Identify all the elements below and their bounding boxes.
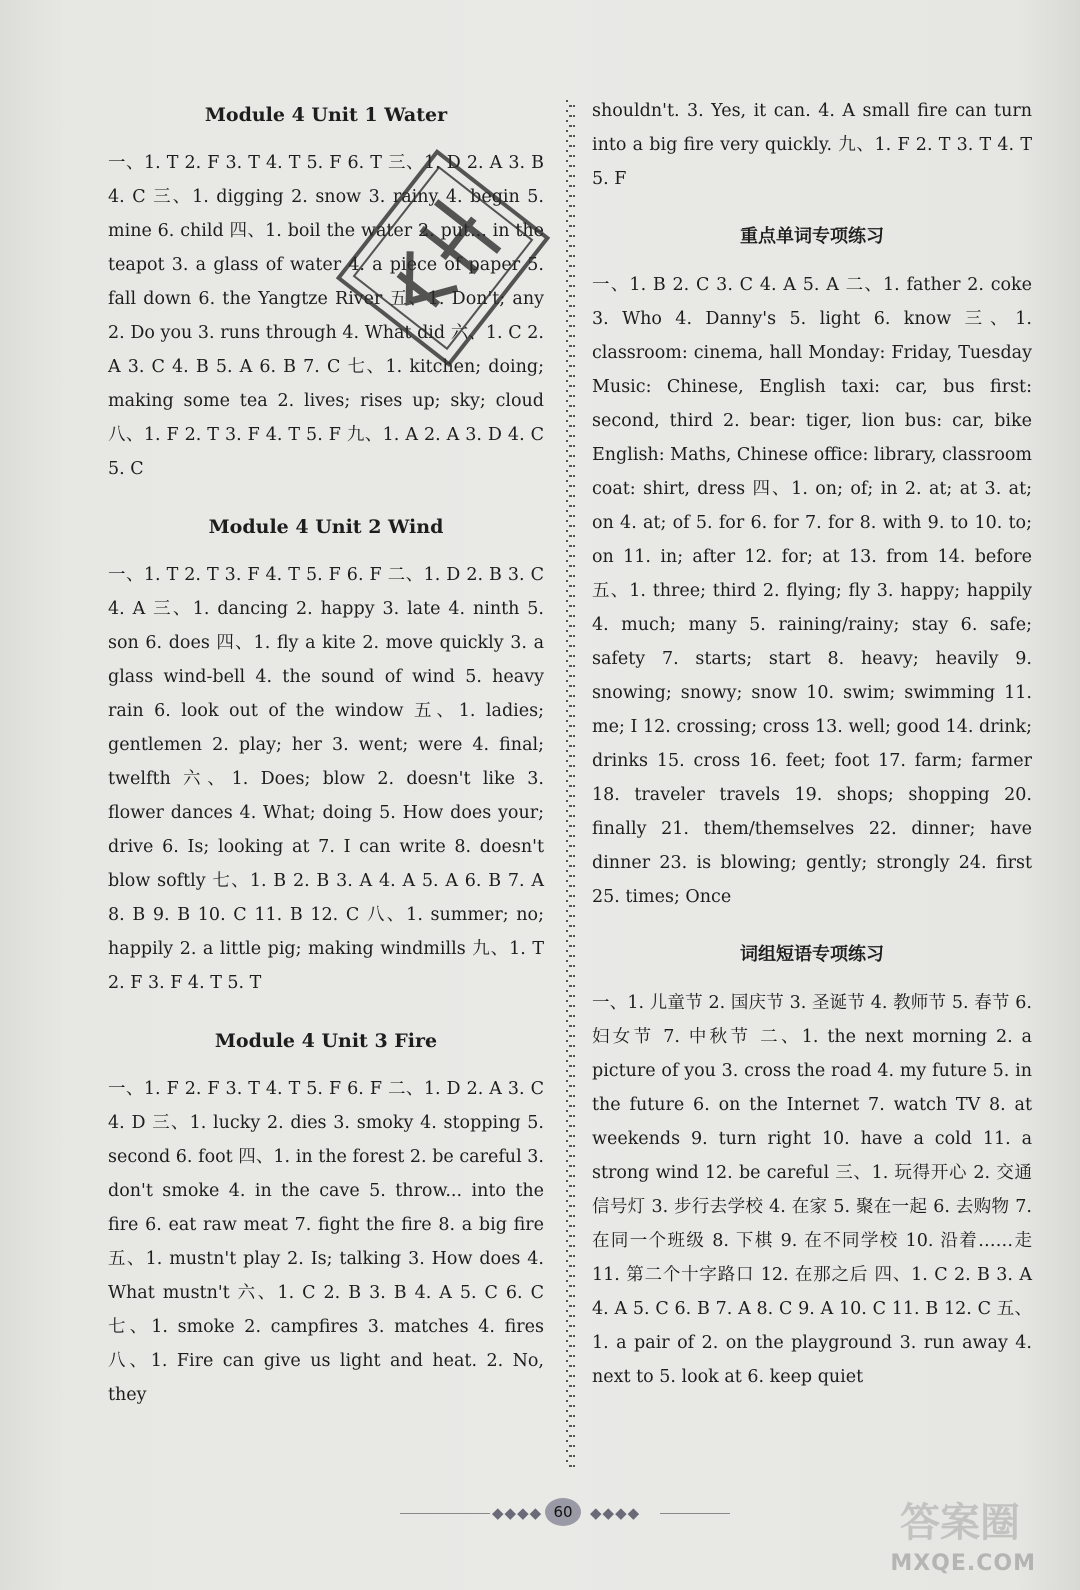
footer-diamonds-left: ◆◆◆◆ [492, 1504, 543, 1522]
section-title-phrases: 词组短语专项练习 [740, 944, 884, 965]
answers-unit2: 一、1. T 2. T 3. F 4. T 5. F 6. F 二、1. D 2. B 3. C 4. A 三、1. dancing 2. happy 3. late 4. ninth 5. son 6. does 四、1. fly a kite 2. move quickly 3. a glass wind-bell 4. the sound of wind 5. heavy rain 6. look out of the window 五、1. ladies; gentlemen 2. play; her 3. went; were 4. final; twelfth 六、1. Does; blow 2. doesn't like 3. flower dances 4. What; doing 5. How does your; drive 6. Is; looking at 7. I can write 8. doesn't blow softly 七、1. B 2. B 3. A 4. A 5. A 6. B 7. A 8. B 9. B 10. C 11. B 12. C 八、1. summer; no; happily 2. a little pig; making windmills 九、1. T 2. F 3. F 4. T 5. T [108, 565, 544, 993]
page-number: 60 [545, 1498, 581, 1526]
answers-unit3-continued: shouldn't. 3. Yes, it can. 4. A small fire can turn into a big fire very quickly. 九、1. F 2. T 3. T 4. T 5. F [592, 101, 1032, 189]
answers-unit1: 一、1. T 2. F 3. T 4. T 5. F 6. T 三、1. D 2. A 3. B 4. C 三、1. digging 2. snow 3. rainy 4. begin 5. mine 6. child 四、1. boil the water 2. put... in the teapot 3. a glass of water 4. a piece of paper 5. fall down 6. the Yangtze River 五、1. Don't; any 2. Do you 3. runs through 4. What did 六、1. C 2. A 3. C 4. B 5. A 6. B 7. C 七、1. kitchen; doing; making some tea 2. lives; rises up; sky; cloud 八、1. F 2. T 3. F 4. T 5. F 九、1. A 2. A 3. D 4. C 5. C [108, 153, 544, 479]
answers-phrases: 一、1. 儿童节 2. 国庆节 3. 圣诞节 4. 教师节 5. 春节 6. 妇女节 7. 中秋节 二、1. the next morning 2. a picture of you 3. cross the road 4. my future 5. in the future 6. on the Internet 7. watch TV 8. at weekends 9. turn right 10. have a cold 11. a strong wind 12. be careful 三、1. 玩得开心 2. 交通信号灯 3. 步行去学校 4. 在家 5. 聚在一起 6. 去购物 7. 在同一个班级 8. 下棋 9. 在不同学校 10. 沿着……走 11. 第二个十字路口 12. 在那之后 四、1. C 2. B 3. A 4. A 5. C 6. B 7. A 8. C 9. A 10. C 11. B 12. C 五、1. a pair of 2. on the playground 3. run away 4. next to 5. look at 6. keep quiet [592, 993, 1032, 1387]
answers-unit3: 一、1. F 2. F 3. T 4. T 5. F 6. F 二、1. D 2. A 3. C 4. D 三、1. lucky 2. dies 3. smoky 4. stopping 5. second 6. foot 四、1. in the forest 2. be careful 3. don't smoke 4. in the cave 5. throw... into the fire 6. eat raw meat 7. fight the fire 8. a big fire 五、1. mustn't play 2. Is; talking 3. How does 4. What mustn't 六、1. C 2. B 3. B 4. A 5. C 6. C 七、1. smoke 2. campfires 3. matches 4. fires 八、1. Fire can give us light and heat. 2. No, they [108, 1079, 544, 1405]
footer-diamonds-right: ◆◆◆◆ [590, 1504, 641, 1522]
section-title-unit2: Module 4 Unit 2 Wind [208, 516, 444, 538]
section-title-unit1: Module 4 Unit 1 Water [204, 104, 448, 126]
left-column [108, 94, 544, 1412]
right-column [592, 94, 1032, 1394]
site-watermark [860, 1500, 1060, 1582]
column-divider [566, 100, 576, 1470]
watermark-url: MXQE.COM [890, 1551, 1036, 1576]
answers-key-words: 一、1. B 2. C 3. C 4. A 5. A 二、1. father 2. coke 3. Who 4. Danny's 5. light 6. know 三、1. classroom: cinema, hall Monday: Friday, Tuesday Music: Chinese, English taxi: car, bus first: second, third 2. bear: tiger, lion bus: car, bike English: Maths, Chinese office: library, classroom coat: shirt, dress 四、1. on; of; in 2. at; at 3. at; on 4. at; of 5. for 6. for 7. for 8. with 9. to 10. to; on 11. in; after 12. for; at 13. from 14. before 五、1. three; third 2. flying; fly 3. happy; happily 4. much; many 5. raining/rainy; stay 6. safe; safety 7. starts; start 8. heavy; heavily 9. snowing; snowy; snow 10. swim; swimming 11. me; I 12. crossing; cross 13. well; good 14. drink; drinks 15. cross 16. feet; foot 17. farm; farmer 18. traveler travels 19. shops; shopping 20. finally 21. them/themselves 22. dinner; have dinner 23. is blowing; gently; strongly 24. first 25. times; Once [592, 275, 1032, 907]
watermark-logo: 答案圈 [900, 1500, 1020, 1546]
section-title-unit3: Module 4 Unit 3 Fire [214, 1030, 438, 1052]
section-title-key-words: 重点单词专项练习 [740, 226, 884, 247]
